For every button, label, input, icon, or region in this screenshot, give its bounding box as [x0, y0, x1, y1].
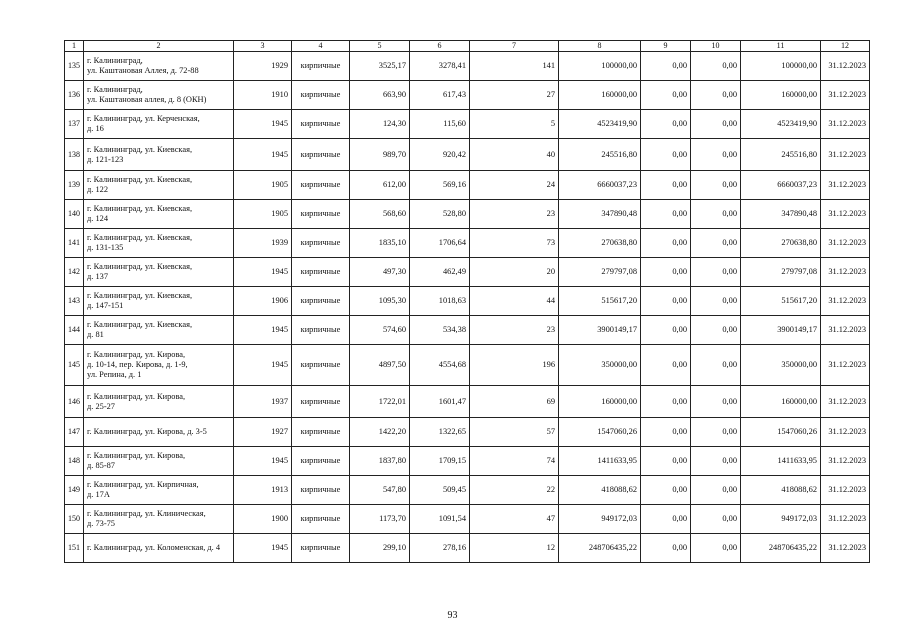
total-area-cell: 574,60	[350, 316, 410, 345]
material-cell: кирпичные	[292, 316, 350, 345]
total-area-cell: 4897,50	[350, 345, 410, 386]
date-cell: 31.12.2023	[821, 505, 870, 534]
address-line: г. Калининград, ул. Киевская,	[87, 144, 193, 154]
address-line: г. Калининград,	[87, 56, 143, 65]
value-cell: 0,00	[691, 447, 741, 476]
value-cell: 0,00	[641, 258, 691, 287]
year-cell: 1905	[234, 171, 292, 200]
address-line: д. 121-123	[87, 154, 124, 164]
year-cell: 1927	[234, 418, 292, 447]
date-cell: 31.12.2023	[821, 345, 870, 386]
living-area-cell: 528,80	[410, 200, 470, 229]
housing-register-table	[64, 40, 870, 563]
value-cell: 0,00	[641, 52, 691, 81]
material-cell: кирпичные	[292, 345, 350, 386]
row-number: 143	[65, 287, 84, 316]
address-cell	[84, 386, 234, 418]
residents-cell: 12	[470, 534, 559, 563]
address-cell	[84, 52, 234, 81]
material-cell: кирпичные	[292, 171, 350, 200]
value-cell: 0,00	[691, 171, 741, 200]
address-line: д. 17А	[87, 490, 110, 499]
residents-cell: 69	[470, 386, 559, 418]
living-area-cell: 1706,64	[410, 229, 470, 258]
year-cell: 1945	[234, 534, 292, 563]
address-line: г. Калининград,	[87, 85, 143, 94]
residents-cell: 40	[470, 139, 559, 171]
table-row	[65, 476, 870, 505]
year-cell: 1939	[234, 229, 292, 258]
material-cell: кирпичные	[292, 81, 350, 110]
value-cell: 0,00	[641, 345, 691, 386]
total-cost-cell: 270638,80	[741, 229, 821, 258]
total-area-cell: 612,00	[350, 171, 410, 200]
total-cost-cell: 279797,08	[741, 258, 821, 287]
total-area-cell: 497,30	[350, 258, 410, 287]
year-cell: 1905	[234, 200, 292, 229]
table-row	[65, 447, 870, 476]
date-cell: 31.12.2023	[821, 139, 870, 171]
value-cell: 0,00	[641, 505, 691, 534]
address-line: г. Калининград, ул. Киевская,	[87, 175, 193, 184]
value-cell: 0,00	[641, 476, 691, 505]
address-cell	[84, 476, 234, 505]
address-cell	[84, 200, 234, 229]
value-cell: 0,00	[691, 81, 741, 110]
value-cell: 0,00	[691, 476, 741, 505]
living-area-cell: 4554,68	[410, 345, 470, 386]
column-header: 7	[470, 41, 559, 52]
row-number: 149	[65, 476, 84, 505]
row-number: 136	[65, 81, 84, 110]
row-number: 145	[65, 345, 84, 386]
total-area-cell: 568,60	[350, 200, 410, 229]
address-line: г. Калининград, ул. Клиническая,	[87, 509, 206, 518]
cost-cell: 1411633,95	[559, 447, 641, 476]
column-header: 9	[641, 41, 691, 52]
residents-cell: 57	[470, 418, 559, 447]
living-area-cell: 617,43	[410, 81, 470, 110]
address-line: г. Калининград, ул. Киевская,	[87, 291, 193, 300]
row-number: 146	[65, 386, 84, 418]
table-row	[65, 229, 870, 258]
address-line: г. Калининград, ул. Киевская,	[87, 204, 193, 213]
table-row	[65, 418, 870, 447]
address-line: д. 73-75	[87, 519, 115, 528]
address-line: г. Калининград, ул. Кирова,	[87, 451, 186, 460]
value-cell: 0,00	[641, 110, 691, 139]
cost-cell: 248706435,22	[559, 534, 641, 563]
residents-cell: 20	[470, 258, 559, 287]
address-line: г. Калининград, ул. Керченская,	[87, 114, 200, 123]
cost-cell: 3900149,17	[559, 316, 641, 345]
address-line: д. 131-135	[87, 243, 124, 252]
cost-cell: 100000,00	[559, 52, 641, 81]
table-row	[65, 287, 870, 316]
total-area-cell: 299,10	[350, 534, 410, 563]
column-header: 1	[65, 41, 84, 52]
address-cell	[84, 139, 234, 171]
year-cell: 1945	[234, 110, 292, 139]
row-number: 148	[65, 447, 84, 476]
page-number: 93	[447, 610, 458, 621]
address-line: ул. Каштановая Аллея, д. 72-88	[87, 66, 199, 75]
total-cost-cell: 1547060,26	[741, 418, 821, 447]
total-cost-cell: 6660037,23	[741, 171, 821, 200]
table-row	[65, 171, 870, 200]
value-cell: 0,00	[641, 534, 691, 563]
cost-cell: 160000,00	[559, 386, 641, 418]
column-header: 11	[741, 41, 821, 52]
value-cell: 0,00	[641, 447, 691, 476]
total-cost-cell: 949172,03	[741, 505, 821, 534]
address-line: г. Калининград, ул. Киевская,	[87, 233, 193, 242]
residents-cell: 24	[470, 171, 559, 200]
living-area-cell: 1322,65	[410, 418, 470, 447]
year-cell: 1900	[234, 505, 292, 534]
address-line: г. Калининград, ул. Кирова, д. 3-5	[87, 427, 207, 436]
total-cost-cell: 248706435,22	[741, 534, 821, 563]
material-cell: кирпичные	[292, 447, 350, 476]
address-cell	[84, 316, 234, 345]
living-area-cell: 1018,63	[410, 287, 470, 316]
value-cell: 0,00	[691, 52, 741, 81]
value-cell: 0,00	[641, 287, 691, 316]
cost-cell: 418088,62	[559, 476, 641, 505]
value-cell: 0,00	[641, 171, 691, 200]
column-number-row	[65, 41, 870, 52]
material-cell: кирпичные	[292, 229, 350, 258]
date-cell: 31.12.2023	[821, 418, 870, 447]
address-cell	[84, 534, 234, 563]
year-cell: 1945	[234, 139, 292, 171]
total-area-cell: 663,90	[350, 81, 410, 110]
year-cell: 1929	[234, 52, 292, 81]
material-cell: кирпичные	[292, 287, 350, 316]
column-header: 10	[691, 41, 741, 52]
address-cell	[84, 81, 234, 110]
date-cell: 31.12.2023	[821, 229, 870, 258]
address-line: д. 137	[87, 272, 109, 281]
address-line: д. 16	[87, 124, 104, 133]
total-area-cell: 1722,01	[350, 386, 410, 418]
address-cell	[84, 505, 234, 534]
value-cell: 0,00	[641, 418, 691, 447]
column-header: 6	[410, 41, 470, 52]
total-cost-cell: 347890,48	[741, 200, 821, 229]
residents-cell: 196	[470, 345, 559, 386]
value-cell: 0,00	[641, 81, 691, 110]
total-cost-cell: 1411633,95	[741, 447, 821, 476]
living-area-cell: 1091,54	[410, 505, 470, 534]
total-area-cell: 989,70	[350, 139, 410, 171]
living-area-cell: 115,60	[410, 110, 470, 139]
material-cell: кирпичные	[292, 139, 350, 171]
total-cost-cell: 350000,00	[741, 345, 821, 386]
total-area-cell: 124,30	[350, 110, 410, 139]
value-cell: 0,00	[691, 258, 741, 287]
cost-cell: 270638,80	[559, 229, 641, 258]
date-cell: 31.12.2023	[821, 287, 870, 316]
row-number: 139	[65, 171, 84, 200]
row-number: 147	[65, 418, 84, 447]
cost-cell: 160000,00	[559, 81, 641, 110]
year-cell: 1913	[234, 476, 292, 505]
column-header: 8	[559, 41, 641, 52]
value-cell: 0,00	[691, 505, 741, 534]
living-area-cell: 462,49	[410, 258, 470, 287]
address-line: д. 25-27	[87, 401, 115, 411]
residents-cell: 73	[470, 229, 559, 258]
address-line: д. 147-151	[87, 301, 124, 310]
address-line: д. 124	[87, 214, 109, 223]
address-line: ул. Каштановая аллея, д. 8 (ОКН)	[87, 95, 207, 104]
row-number: 141	[65, 229, 84, 258]
address-line: г. Калининград, ул. Кирова,	[87, 391, 186, 401]
material-cell: кирпичные	[292, 505, 350, 534]
row-number: 135	[65, 52, 84, 81]
date-cell: 31.12.2023	[821, 200, 870, 229]
row-number: 137	[65, 110, 84, 139]
address-line: г. Калининград, ул. Кирова,	[87, 350, 186, 359]
residents-cell: 5	[470, 110, 559, 139]
year-cell: 1945	[234, 447, 292, 476]
material-cell: кирпичные	[292, 386, 350, 418]
value-cell: 0,00	[691, 418, 741, 447]
row-number: 150	[65, 505, 84, 534]
value-cell: 0,00	[641, 316, 691, 345]
total-area-cell: 1422,20	[350, 418, 410, 447]
value-cell: 0,00	[691, 110, 741, 139]
table-row	[65, 139, 870, 171]
material-cell: кирпичные	[292, 52, 350, 81]
material-cell: кирпичные	[292, 476, 350, 505]
date-cell: 31.12.2023	[821, 447, 870, 476]
table-row	[65, 316, 870, 345]
residents-cell: 47	[470, 505, 559, 534]
living-area-cell: 278,16	[410, 534, 470, 563]
residents-cell: 22	[470, 476, 559, 505]
address-line: г. Калининград, ул. Кирпичная,	[87, 480, 199, 489]
date-cell: 31.12.2023	[821, 476, 870, 505]
table-row	[65, 258, 870, 287]
table-row	[65, 345, 870, 386]
residents-cell: 141	[470, 52, 559, 81]
total-cost-cell: 160000,00	[741, 386, 821, 418]
residents-cell: 23	[470, 316, 559, 345]
material-cell: кирпичные	[292, 258, 350, 287]
living-area-cell: 569,16	[410, 171, 470, 200]
living-area-cell: 1709,15	[410, 447, 470, 476]
row-number: 140	[65, 200, 84, 229]
material-cell: кирпичные	[292, 110, 350, 139]
cost-cell: 279797,08	[559, 258, 641, 287]
date-cell: 31.12.2023	[821, 386, 870, 418]
cost-cell: 949172,03	[559, 505, 641, 534]
residents-cell: 23	[470, 200, 559, 229]
material-cell: кирпичные	[292, 534, 350, 563]
total-area-cell: 1835,10	[350, 229, 410, 258]
total-cost-cell: 100000,00	[741, 52, 821, 81]
year-cell: 1945	[234, 316, 292, 345]
address-line: д. 81	[87, 330, 104, 339]
column-header: 5	[350, 41, 410, 52]
total-cost-cell: 160000,00	[741, 81, 821, 110]
value-cell: 0,00	[691, 316, 741, 345]
living-area-cell: 534,38	[410, 316, 470, 345]
address-cell	[84, 418, 234, 447]
row-number: 151	[65, 534, 84, 563]
address-cell	[84, 447, 234, 476]
year-cell: 1937	[234, 386, 292, 418]
living-area-cell: 1601,47	[410, 386, 470, 418]
address-line: ул. Репина, д. 1	[87, 370, 142, 379]
date-cell: 31.12.2023	[821, 534, 870, 563]
value-cell: 0,00	[691, 386, 741, 418]
table-row	[65, 110, 870, 139]
living-area-cell: 920,42	[410, 139, 470, 171]
table-row	[65, 386, 870, 418]
table-row	[65, 505, 870, 534]
year-cell: 1910	[234, 81, 292, 110]
living-area-cell: 3278,41	[410, 52, 470, 81]
total-cost-cell: 245516,80	[741, 139, 821, 171]
cost-cell: 4523419,90	[559, 110, 641, 139]
value-cell: 0,00	[641, 139, 691, 171]
value-cell: 0,00	[691, 534, 741, 563]
material-cell: кирпичные	[292, 418, 350, 447]
total-cost-cell: 3900149,17	[741, 316, 821, 345]
date-cell: 31.12.2023	[821, 171, 870, 200]
address-cell	[84, 110, 234, 139]
cost-cell: 6660037,23	[559, 171, 641, 200]
table-body	[65, 41, 870, 563]
date-cell: 31.12.2023	[821, 258, 870, 287]
address-line: д. 85-87	[87, 461, 115, 470]
total-cost-cell: 418088,62	[741, 476, 821, 505]
date-cell: 31.12.2023	[821, 81, 870, 110]
table-row	[65, 81, 870, 110]
year-cell: 1906	[234, 287, 292, 316]
address-line: д. 10-14, пер. Кирова, д. 1-9,	[87, 360, 188, 369]
address-line: г. Калининград, ул. Киевская,	[87, 320, 193, 329]
address-cell	[84, 345, 234, 386]
residents-cell: 27	[470, 81, 559, 110]
value-cell: 0,00	[641, 229, 691, 258]
total-area-cell: 3525,17	[350, 52, 410, 81]
column-header: 2	[84, 41, 234, 52]
address-cell	[84, 229, 234, 258]
year-cell: 1945	[234, 258, 292, 287]
total-cost-cell: 515617,20	[741, 287, 821, 316]
value-cell: 0,00	[641, 386, 691, 418]
residents-cell: 44	[470, 287, 559, 316]
cost-cell: 245516,80	[559, 139, 641, 171]
total-area-cell: 547,80	[350, 476, 410, 505]
column-header: 3	[234, 41, 292, 52]
date-cell: 31.12.2023	[821, 52, 870, 81]
value-cell: 0,00	[691, 229, 741, 258]
table-row	[65, 52, 870, 81]
total-area-cell: 1095,30	[350, 287, 410, 316]
cost-cell: 515617,20	[559, 287, 641, 316]
row-number: 142	[65, 258, 84, 287]
date-cell: 31.12.2023	[821, 110, 870, 139]
living-area-cell: 509,45	[410, 476, 470, 505]
column-header: 4	[292, 41, 350, 52]
residents-cell: 74	[470, 447, 559, 476]
address-cell	[84, 258, 234, 287]
cost-cell: 1547060,26	[559, 418, 641, 447]
column-header: 12	[821, 41, 870, 52]
cost-cell: 350000,00	[559, 345, 641, 386]
table-row	[65, 200, 870, 229]
cost-cell: 347890,48	[559, 200, 641, 229]
value-cell: 0,00	[691, 200, 741, 229]
year-cell: 1945	[234, 345, 292, 386]
date-cell: 31.12.2023	[821, 316, 870, 345]
row-number: 138	[65, 139, 84, 171]
material-cell: кирпичные	[292, 200, 350, 229]
row-number: 144	[65, 316, 84, 345]
table-row	[65, 534, 870, 563]
address-line: г. Калининград, ул. Коломенская, д. 4	[87, 543, 221, 552]
value-cell: 0,00	[641, 200, 691, 229]
address-line: д. 122	[87, 185, 109, 194]
address-cell	[84, 171, 234, 200]
value-cell: 0,00	[691, 287, 741, 316]
total-cost-cell: 4523419,90	[741, 110, 821, 139]
value-cell: 0,00	[691, 345, 741, 386]
value-cell: 0,00	[691, 139, 741, 171]
total-area-cell: 1173,70	[350, 505, 410, 534]
address-cell	[84, 287, 234, 316]
total-area-cell: 1837,80	[350, 447, 410, 476]
address-line: г. Калининград, ул. Киевская,	[87, 262, 193, 271]
